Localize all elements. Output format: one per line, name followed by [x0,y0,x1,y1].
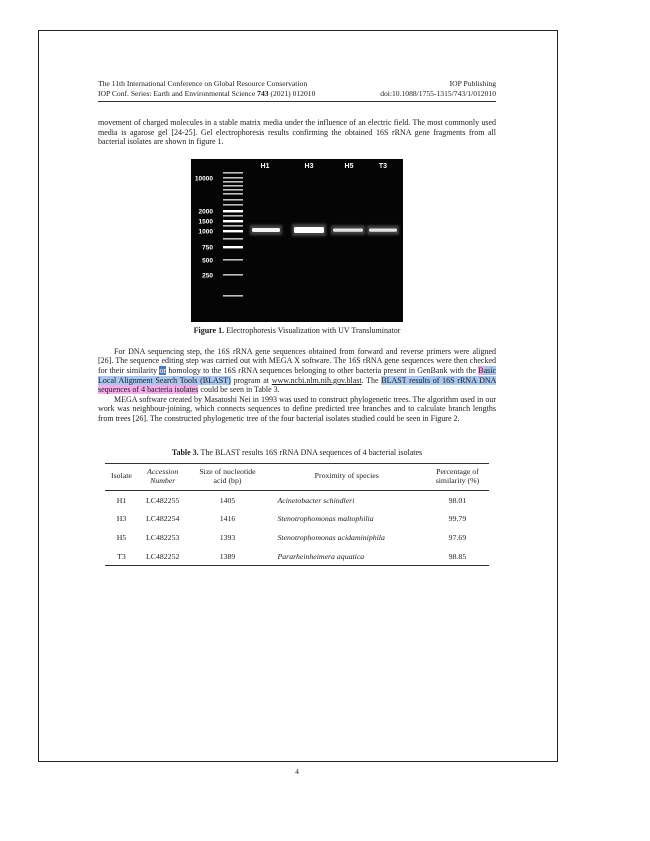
intro-paragraph: movement of charged molecules in a stable matrix media under the influence of an electric field. The most commonly used media is agarose gel [24-25]. Gel electrophoresis results confirming the obtained 16S rRNA gene fragments from all bacterial isolates are shown in figure 1. [98,118,496,147]
col-percentage [426,463,489,490]
cell-accession: LC482253 [146,532,180,542]
ladder-band [223,204,243,206]
sample-band-h1 [252,228,280,232]
page-content [98,79,496,776]
ladder-size-label: 750 [202,244,213,252]
gel-background [191,159,403,322]
series-suffix: (2021) 012010 [268,89,316,98]
figure-label: Figure 1. [193,325,225,335]
pink-highlight: sequences of 4 bacteria isolates [98,385,199,395]
figure-caption [98,326,496,335]
ladder-band [223,215,243,217]
paper-page [38,30,558,776]
cell-similarity: 98.01 [448,495,467,505]
lane-label-t3: T3 [378,162,388,170]
ladder-band [223,274,243,276]
cell-species: Stenotrophomonas acidaminiphila [277,532,385,542]
cell-size: 1393 [219,532,236,542]
col-percentage-line2: similarity (%) [435,476,480,486]
ladder-band [223,238,243,240]
ladder-band [223,189,243,191]
cell-size: 1389 [187,547,267,566]
ladder-band [223,210,243,212]
sequencing-paragraph [98,347,496,395]
table-title [98,448,496,457]
ncbi-blast-link[interactable]: www.ncbi.nlm.nih.gov.blast [271,375,362,385]
conference-name: The 11th International Conference on Global Resource Conservation [98,79,308,88]
ladder-band [223,230,243,232]
series-prefix: IOP Conf. Series: Earth and Environmental Science [98,89,258,98]
cell-size: 1416 [219,514,236,524]
sample-band-h5 [333,228,363,231]
table-header-row [105,463,489,490]
ladder-band [223,172,243,174]
table-label: Table 3. [171,447,199,457]
table-row [105,509,489,528]
col-accession-line1: Accession [147,466,179,476]
cell-isolate: H5 [116,532,127,542]
cell-accession: LC482254 [146,514,180,524]
ladder-size-label: 500 [202,257,213,265]
text-run: homology to the 16S rRNA sequences belonging to other bacteria present in GenBank with the [166,365,479,375]
text-run: . The [361,375,382,385]
ladder-band [223,185,243,187]
page-number: 4 [295,767,299,776]
cell-similarity: 97.69 [448,532,467,542]
running-header-bottom [98,89,496,99]
sample-band-t3 [369,228,397,231]
pink-highlight: B [478,365,484,375]
col-accession [138,463,188,490]
gel-image [191,159,403,322]
text-run: could be seen in Table 3. [198,385,280,395]
cell-similarity: 98.85 [426,547,489,566]
cell-isolate: T3 [105,547,138,566]
cell-accession: LC482252 [138,547,188,566]
series-volume: 743 [257,89,269,98]
col-proximity: Proximity of species [268,463,426,490]
running-header-top [98,79,496,89]
lane-label-h5: H5 [344,162,354,170]
lane-label-h3: H3 [304,162,314,170]
cell-size: 1405 [219,495,236,505]
cell-accession: LC482255 [146,495,180,505]
ladder-size-label: 1000 [198,228,213,236]
series-citation [98,89,315,99]
ladder-size-label: 1500 [198,218,213,226]
ladder-size-label: 2000 [198,208,213,216]
cell-isolate: H3 [116,514,127,524]
cell-species: Stenotrophomonas maltophilia [277,514,374,524]
ladder-band [223,181,243,183]
gel-figure [191,159,403,322]
table-row [105,528,489,547]
blue-highlight: BLAST [381,375,407,385]
cell-species: Acinetobacter schindleri [277,495,355,505]
figure-caption-text: Electrophoresis Visualization with UV Transluminator [224,325,401,335]
ladder-band [223,220,243,222]
ladder-band [223,295,243,297]
table-row [105,547,489,566]
blue-highlight: asic Local Alignment Search Tools (BLAST) [98,365,496,385]
blue-highlight: results of 16S rRNA DNA [406,375,496,385]
table-title-text: The BLAST results 16S rRNA DNA sequences of 4 bacterial isolates [198,447,423,457]
col-size-line2: acid (bp) [213,476,242,486]
header-rule [98,101,496,102]
ladder-band [223,199,243,201]
text-run: program at [230,375,272,385]
col-isolate: Isolate [105,463,138,490]
text-run: For DNA sequencing step, the 16S rRNA gene sequences obtained from forward and reverse primers were aligned [26]. The sequence editing step was carried out with MEGA X software. The 16S rRNA gene sequences were then checked for their similarity [98,346,496,375]
cell-isolate: H1 [116,495,127,505]
ladder-size-label: 250 [202,272,213,280]
col-percentage-line1: Percentage of [436,466,479,476]
ladder-band [223,177,243,179]
ladder-band [223,193,243,195]
lane-label-h1: H1 [260,162,270,170]
publisher-name: IOP Publishing [449,79,496,88]
selection-cursor-highlight: or [159,365,167,375]
ladder-band [223,225,243,227]
ladder-band [223,246,243,248]
col-size-line1: Size of nucleotide [199,466,256,476]
ladder-band [223,259,243,261]
blast-results-table [105,463,489,567]
phylogeny-paragraph: MEGA software created by Masatoshi Nei in 1993 was used to construct phylogenetic trees. The algorithm used in our work was neighbour-joining, which connects sequences to define predicted tree branches and to calculate branch lengths from trees [26]. The constructed phylogenetic tree of the four bacterial isolates studied could be seen in Figure 2. [98,394,496,423]
cell-similarity: 99.79 [448,514,467,524]
doi: doi:10.1088/1755-1315/743/1/012010 [380,89,496,98]
sample-band-h3 [294,227,324,233]
col-accession-line2: Number [150,476,176,486]
table-row [105,490,489,509]
cell-species: Pararheinheimera aquatica [268,547,426,566]
col-size [187,463,267,490]
ladder-size-label: 10000 [194,175,213,183]
